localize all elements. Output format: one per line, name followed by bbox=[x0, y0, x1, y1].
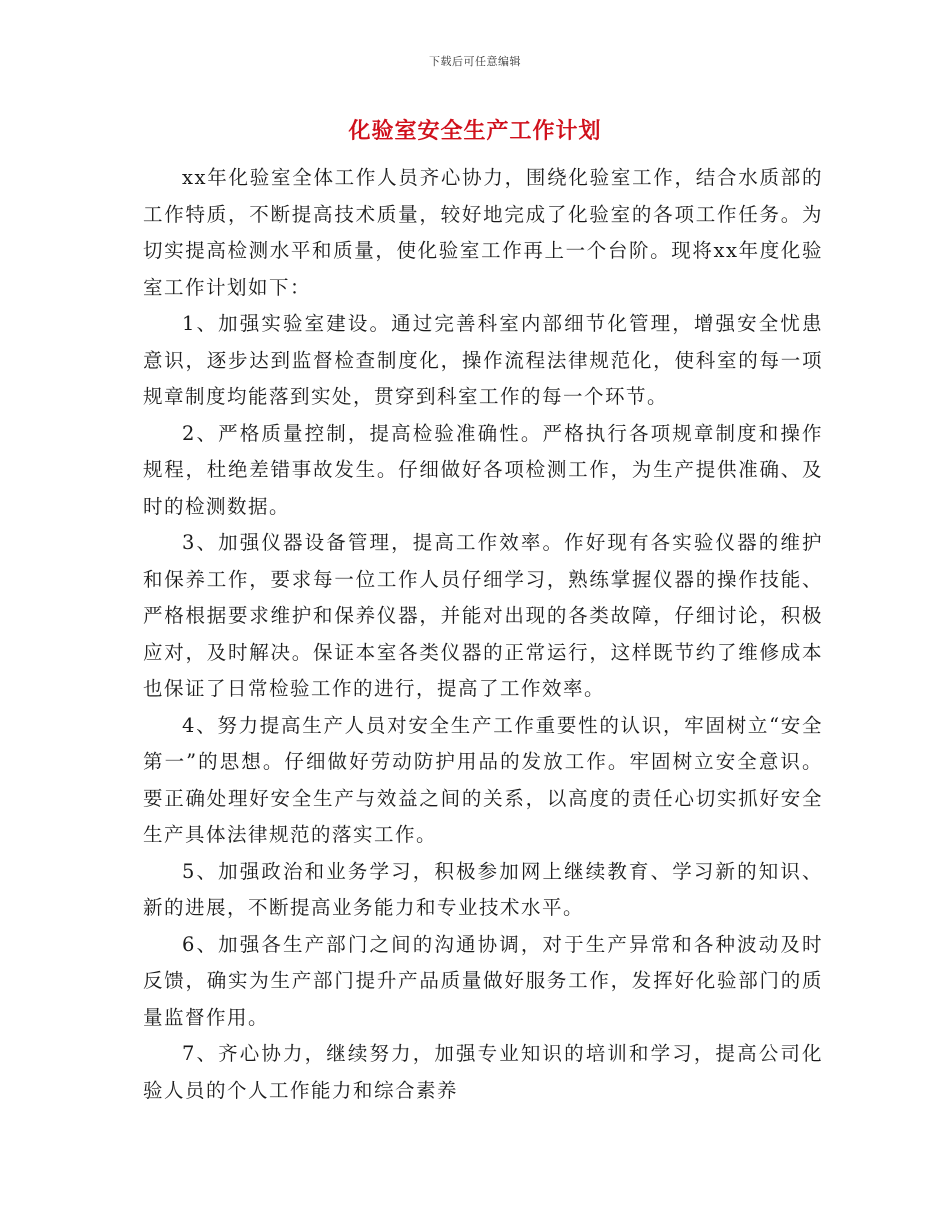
plan-item-5: 5、加强政治和业务学习，积极参加网上继续教育、学习新的知识、新的进展，不断提高业务能力和专业技术水平。 bbox=[143, 859, 823, 919]
plan-item-6: 6、加强各生产部门之间的沟通协调，对于生产异常和各种波动及时反馈，确实为生产部门提升产品质量做好服务工作，发挥好化验部门的质量监督作用。 bbox=[143, 932, 823, 1029]
document-body bbox=[143, 160, 823, 1109]
plan-item-7: 7、齐心协力，继续努力，加强专业知识的培训和学习，提高公司化验人员的个人工作能力和综合素养 bbox=[143, 1042, 823, 1102]
plan-item-2: 2、严格质量控制，提高检验准确性。严格执行各项规章制度和操作规程，杜绝差错事故发生。仔细做好各项检测工作，为生产提供准确、及时的检测数据。 bbox=[143, 421, 823, 518]
header-note: 下载后可任意编辑 bbox=[429, 55, 521, 68]
document-title: 化验室安全生产工作计划 bbox=[348, 118, 602, 144]
plan-item-3: 3、加强仪器设备管理，提高工作效率。作好现有各实验仪器的维护和保养工作，要求每一位工作人员仔细学习，熟练掌握仪器的操作技能、严格根据要求维护和保养仪器，并能对出现的各类故障，仔细讨论，积极应对，及时解决。保证本室各类仪器的正常运行，这样既节约了维修成本也保证了日常检验工作的进行，提高了工作效率。 bbox=[143, 531, 823, 700]
plan-item-4: 4、努力提高生产人员对安全生产工作重要性的认识，牢固树立“安全第一”的思想。仔细做好劳动防护用品的发放工作。牢固树立安全意识。要正确处理好安全生产与效益之间的关系，以高度的责任心切实抓好安全生产具体法律规范的落实工作。 bbox=[143, 713, 823, 846]
plan-item-1: 1、加强实验室建设。通过完善科室内部细节化管理，增强安全忧患意识，逐步达到监督检查制度化，操作流程法律规范化，使科室的每一项规章制度均能落到实处，贯穿到科室工作的每一个环节。 bbox=[143, 312, 823, 408]
intro-paragraph: xx年化验室全体工作人员齐心协力，围绕化验室工作，结合水质部的工作特质，不断提高技术质量，较好地完成了化验室的各项工作任务。为切实提高检测水平和质量，使化验室工作再上一个台阶。现将xx年度化验室工作计划如下： bbox=[143, 166, 823, 299]
